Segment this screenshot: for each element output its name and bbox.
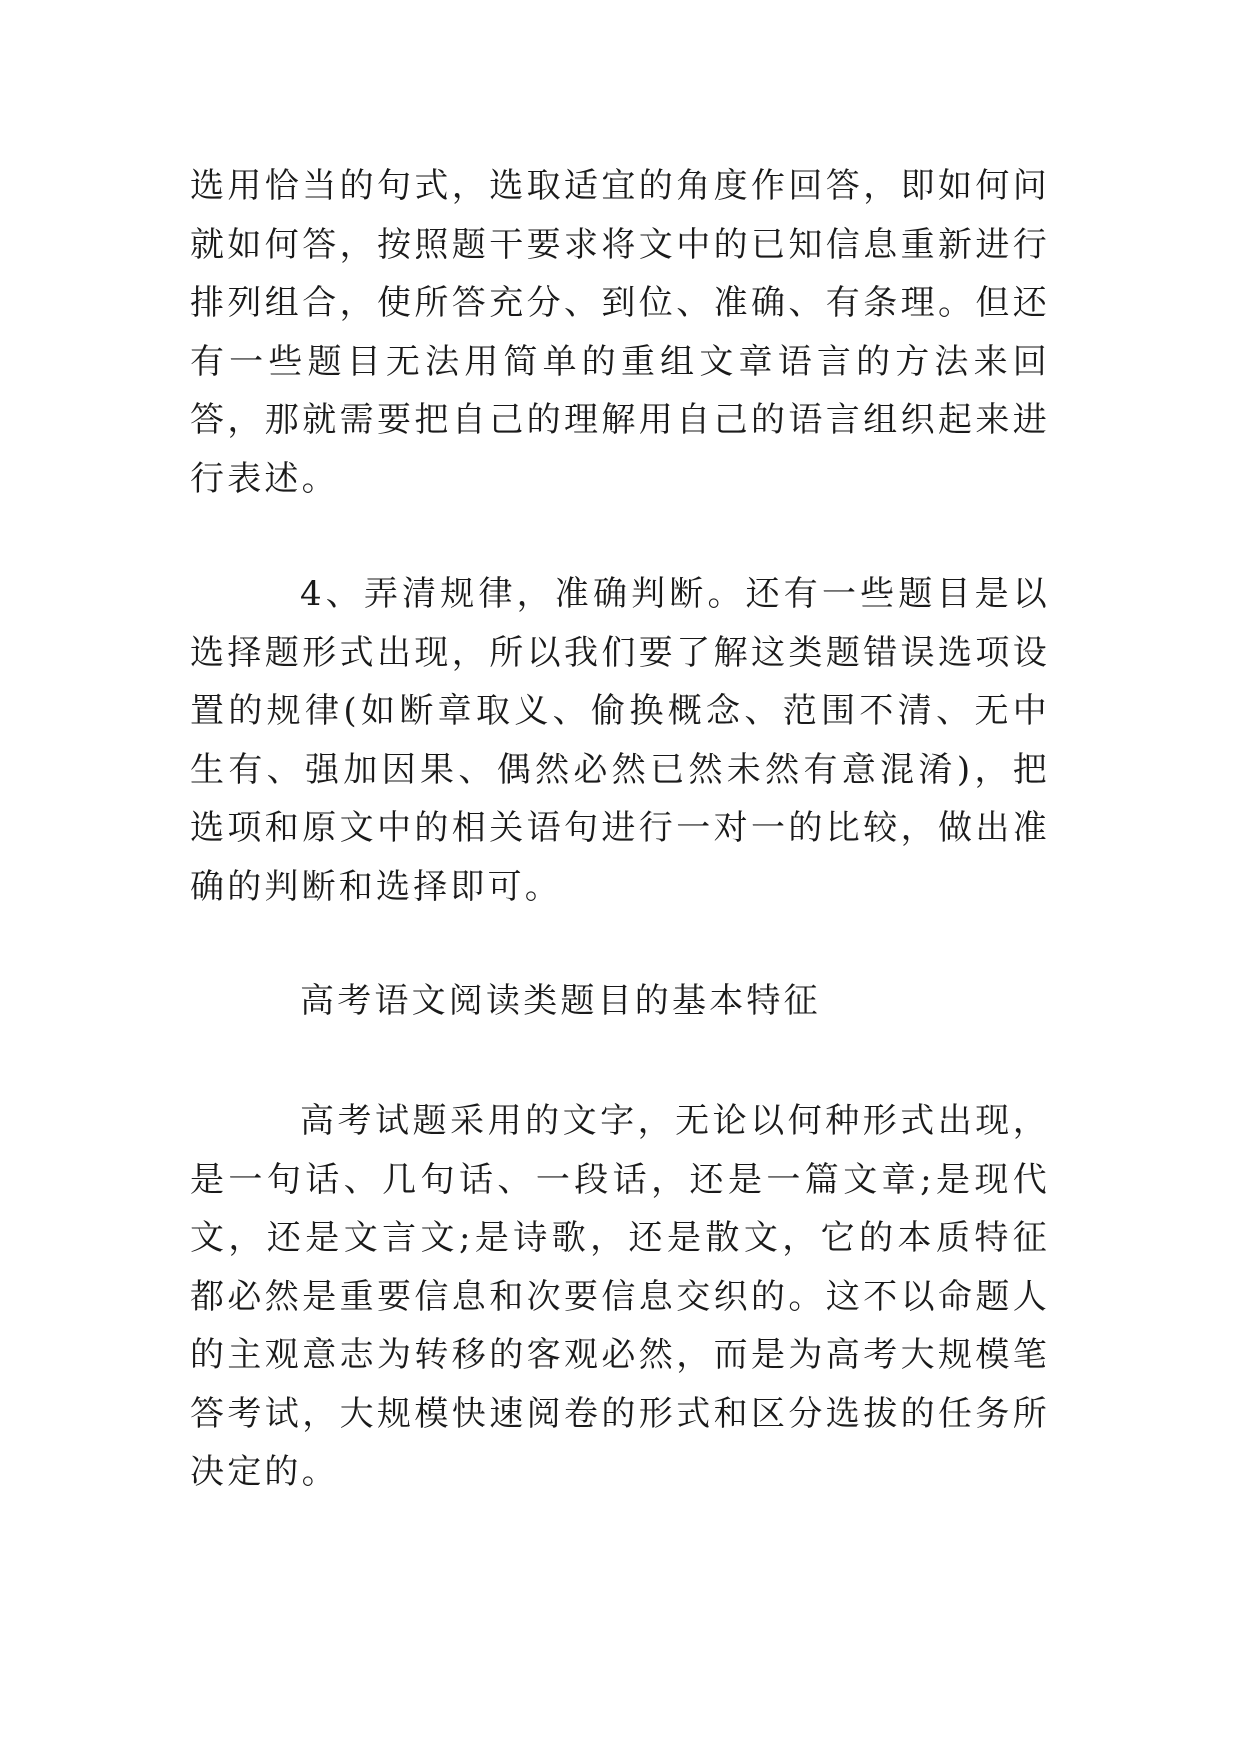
paragraph-rule-judgment: 4、弄清规律，准确判断。还有一些题目是以选择题形式出现，所以我们要了解这类题错误选项设置的规律(如断章取义、偷换概念、范围不清、无中生有、强加因果、偶然必然已然未然有意混淆)，把选项和原文中的相关语句进行一对一的比较，做出准确的判断和选择即可。: [190, 574, 1050, 907]
paragraph-answer-method: 选用恰当的句式，选取适宜的角度作回答，即如何问就如何答，按照题干要求将文中的已知信息重新进行排列组合，使所答充分、到位、准确、有条理。但还有一些题目无法用简单的重组文章语言的方法来回答，那就需要把自己的理解用自己的语言组织起来进行表述。: [190, 166, 1050, 499]
paragraph-basic-features: 高考试题采用的文字，无论以何种形式出现，是一句话、几句话、一段话，还是一篇文章;是现代文，还是文言文;是诗歌，还是散文，它的本质特征都必然是重要信息和次要信息交织的。这不以命题人的主观意志为转移的客观必然，而是为高考大规模笔答考试，大规模快速阅卷的形式和区分选拔的任务所决定的。: [190, 1101, 1050, 1492]
section-heading: 高考语文阅读类题目的基本特征: [300, 981, 821, 1021]
